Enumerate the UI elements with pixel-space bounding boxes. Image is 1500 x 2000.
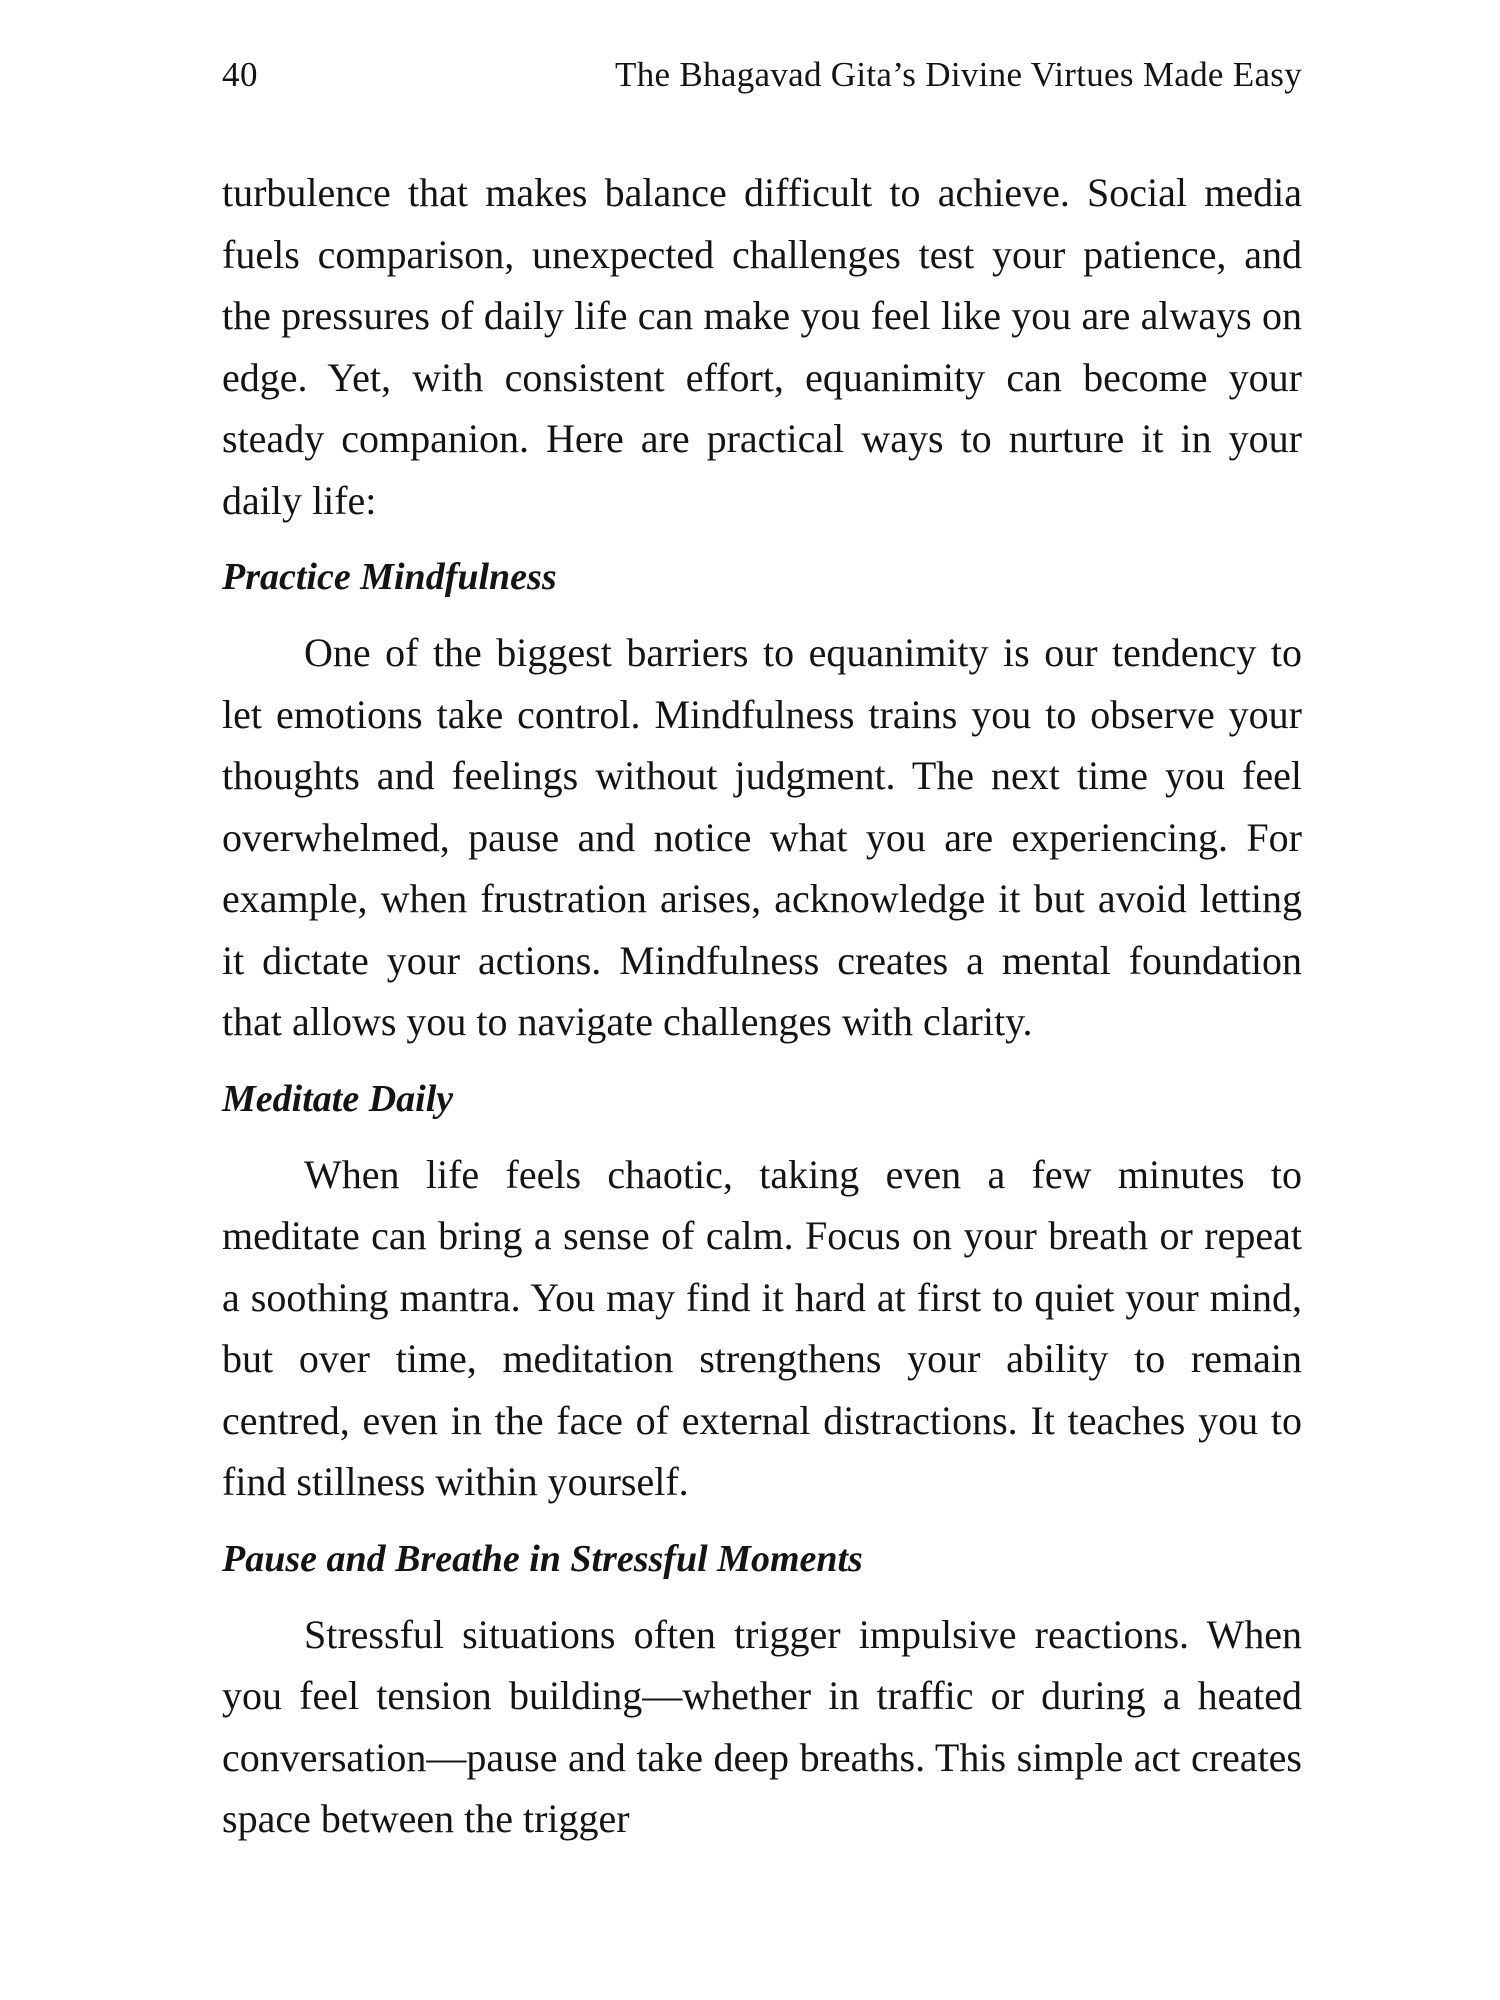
book-title: The Bhagavad Gita’s Divine Virtues Made Easy — [615, 55, 1302, 94]
section-heading-meditate-daily: Meditate Daily — [222, 1077, 454, 1120]
intro-paragraph: turbulence that makes balance difficult to achieve. Social media fuels comparison, unexpected challenges test your patience, and the pressures of daily life can make you feel like you are always on edge. Yet, with consistent effort, equanimity can become your steady companion. Here are practical ways to nurture it in your daily life: — [222, 170, 1302, 523]
section-heading-practice-mindfulness: Practice Mindfulness — [222, 556, 557, 598]
section-body-pause-and-breathe: Stressful situations often trigger impulsive reactions. When you feel tension building—whether in traffic or during a heated conversation—pause and take deep breaths. This simple act creates space between the trigger — [222, 1611, 1302, 1841]
section-heading-pause-and-breathe: Pause and Breathe in Stressful Moments — [222, 1537, 863, 1580]
running-header — [222, 50, 1302, 100]
page-number: 40 — [222, 55, 258, 94]
section-body-practice-mindfulness: One of the biggest barriers to equanimity is our tendency to let emotions take control. Mindfulness trains you to observe your thoughts and feelings without judgment. The next time you feel overwhelmed, pause and notice what you are experiencing. For example, when frustration arises, acknowledge it but avoid letting it dictate your actions. Mindfulness creates a mental foundation that allows you to navigate challenges with clarity. — [222, 630, 1302, 1044]
book-page — [222, 50, 1302, 1850]
section-body-meditate-daily: When life feels chaotic, taking even a few minutes to meditate can bring a sense of calm. Focus on your breath or repeat a soothing mantra. You may find it hard at first to quiet your mind, but over time, meditation strengthens your ability to remain centred, even in the face of external distractions. It teaches you to find stillness within yourself. — [222, 1151, 1302, 1504]
